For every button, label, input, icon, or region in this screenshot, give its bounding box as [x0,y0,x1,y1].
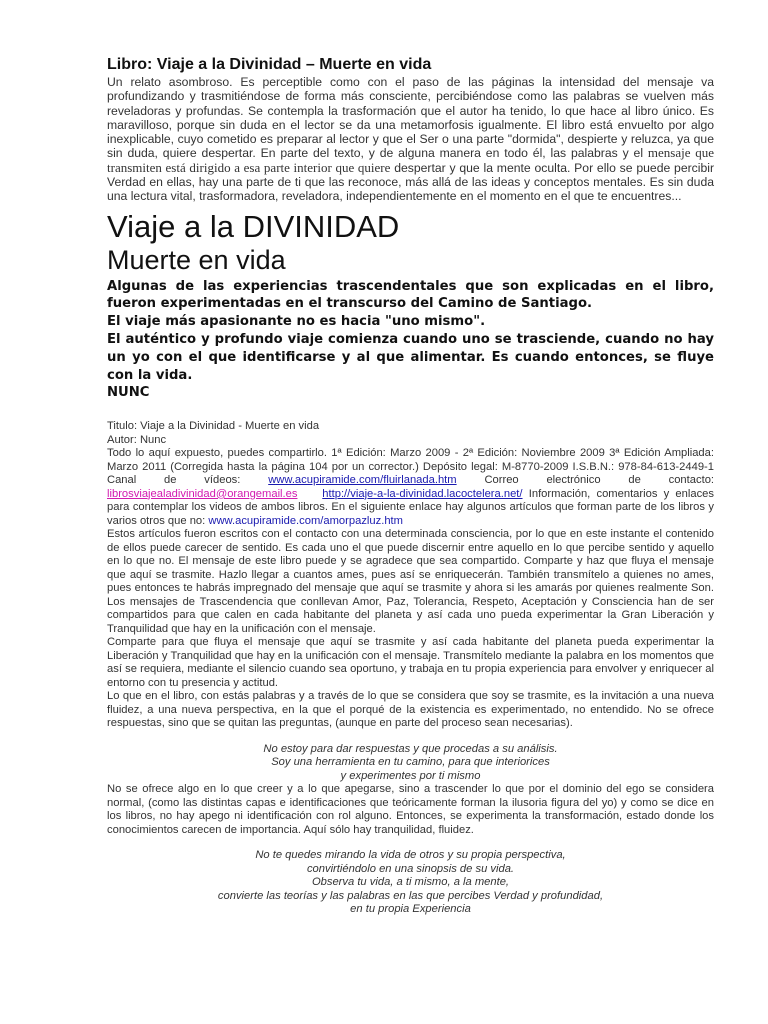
quote-1-line-2: Soy una herramienta en tu camino, para que interiorices [271,756,550,769]
quote-1-line-1: No estoy para dar respuestas y que procedas a su análisis. [263,742,558,755]
body-paragraph-4: No se ofrece algo en lo que creer y a lo que apegarse, sino a trascender lo que por el dominio del ego se considera normal, (como las distintas capas e identificaciones que teóricamente forman la ilusoria figura del yo) y como se dice en los libros, no hay apego ni identificación con rol alguno. Entonces, se experimenta la transformación, estado donde los conocimientos carecen de importancia. Aquí sólo hay tranquilidad, fluidez. [107,783,714,836]
spacer [107,402,714,420]
body-paragraph-1: Estos artículos fueron escritos con el contacto con una determinada consciencia, por lo que en este instante el contenido de ellos puede carecer de sentido. Es cada uno el que puede discernir entre aquello en lo que percibe sentido y aquello en lo que no. El mensaje de este libro puede y se agradece que sea compartido. Comparte y haz que fluya el mensaje que aquí se trasmite. Hazlo llegar a cuantos ames, pues así se enriquecerán. También transmítelo a quienes no ames, pues entonces te habrás impregnado del mensaje que aquí se trasmite y ahora si les amarás por quienes realmente Son. Los mensajes de Trascendencia que conllevan Amor, Paz, Tolerancia, Respeto, Aceptación y Consciencia han de ser compartidos para que calen en cada habitante del planeta y así cada uno pueda experimentar la Gran Liberación y Tranquilidad que hay en la unificación con el mensaje. [107,528,714,635]
quote-2-line-3: Observa tu vida, a ti mismo, a la mente, [311,876,510,889]
meta-title: Titulo: Viaje a la Divinidad - Muerte en vida [107,420,320,433]
big-title: Viaje a la DIVINIDAD [107,208,400,244]
spacer [107,837,714,849]
signature-nunc: NUNC [107,385,150,401]
book-heading: Libro: Viaje a la Divinidad – Muerte en vida [107,56,432,73]
big-subtitle: Muerte en vida [107,244,286,275]
intro-text-1: Un relato asombroso. Es perceptible como con el paso de las páginas la intensidad del mensaje va profundizando y trasmitiéndose de forma más consciente, percibiéndose como las palabras se vuelven más reveladoras y profundas. Se contempla la trasformación que el autor ha tenido, lo que hace al libro único. Es maravilloso, porque sin duda en el lector se da una metamorfosis igualmente. El libro está envuelto por algo inexplicable, cuyo cometido es preparar al lector y que el Ser o una parte "dormida", despierte y reluzca, ya que sin duda, quiere despertar. En parte del texto, y de alguna manera en todo él, las palabras y el [107,75,714,161]
bold-statement-3: El auténtico y profundo viaje comienza cuando uno se trasciende, cuando no hay un yo con el que identificarse y al que alimentar. Es cuando entonces, se fluye con la vida. [107,332,714,383]
bold-statement-1: Algunas de las experiencias trascendentales que son explicadas en el libro, fueron experimentadas en el transcurso del Camino de Santiago. [107,278,714,312]
intro-text-3: despertar y que la mente oculta. Por ello se puede percibir Verdad en ellas, hay una parte de ti que las reconoce, más allá de las ideas y conceptos mentales. Es sin duda una lectura vital, trasformadora, reveladora, independientemente en el momento en el que te encuentres... [107,160,715,204]
bold-statement-2: El viaje más apasionante no es hacia "uno mismo". [107,314,486,330]
spacer [107,731,714,743]
quote-2-line-4: convierte las teorías y las palabras en las que percibes Verdad y profundidad, [217,889,604,902]
quote-2-line-1: No te quedes mirando la vida de otros y su propia perspectiva, [255,849,566,862]
quote-1-line-3: y experimentes por ti mismo [340,769,481,782]
quote-2-line-2: convirtiéndolo en una sinopsis de su vida. [306,862,515,875]
meta-details-pre: Todo lo aquí expuesto, puedes compartirlo. 1ª Edición: Marzo 2009 - 2ª Edición: Noviembre 2009 3ª Edición Ampliada: Marzo 2011 (Corregida hasta la página 104 por un corrector.) Depósito legal: M-8770-2009 I.S.B.N.: 978-84-613-2449-1 Canal de vídeos: [107,447,714,487]
contact-label: Correo electrónico de contacto: [484,474,715,487]
meta-author: Autor: Nunc [107,433,167,446]
body-paragraph-3: Lo que en el libro, con estás palabras y a través de lo que se considera que soy se trasmite, es la invitación a una nueva fluidez, a una nueva perspectiva, en la que el porqué de la existencia es experimentado, no entendido. No se ofrece respuestas, sino que se quitan las preguntas, (aunque en parte del proceso sean necesarias). [107,690,714,730]
email-link[interactable]: librosviajealadivinidad@orangemail.es [107,487,298,500]
body-paragraph-2: Comparte para que fluya el mensaje que aquí se trasmite y así cada habitante del planeta pueda experimentar la Liberación y Tranquilidad que hay en la unificación con el mensaje. Transmítelo mediante la palabra en los momentos que así se requiera, mediante el silencio cuando sea oportuno, y trabaja en tu propia experiencia para envolver y enriquecer al entorno con tu presencia y actitud. [107,636,714,689]
document-page [107,50,714,917]
articles-link[interactable]: www.acupiramide.com/amorpazluz.htm [208,514,403,527]
videos-link[interactable]: www.acupiramide.com/fluirlanada.htm [268,474,457,487]
meta-details-post: Información, comentarios y enlaces para contemplar los videos de ambos libros. En el siguiente enlace hay algunos artículos que forman parte de los libros y varios otros que no: [107,487,714,527]
blog-link[interactable]: http://viaje-a-la-divinidad.lacoctelera.net/ [322,487,523,500]
quote-2-line-5: en tu propia Experiencia [350,903,471,916]
intro-paragraph [107,75,714,204]
meta-details [107,447,714,528]
intro-text-2: mensaje que transmiten está dirigido a esa parte interior que quiere [107,145,714,175]
